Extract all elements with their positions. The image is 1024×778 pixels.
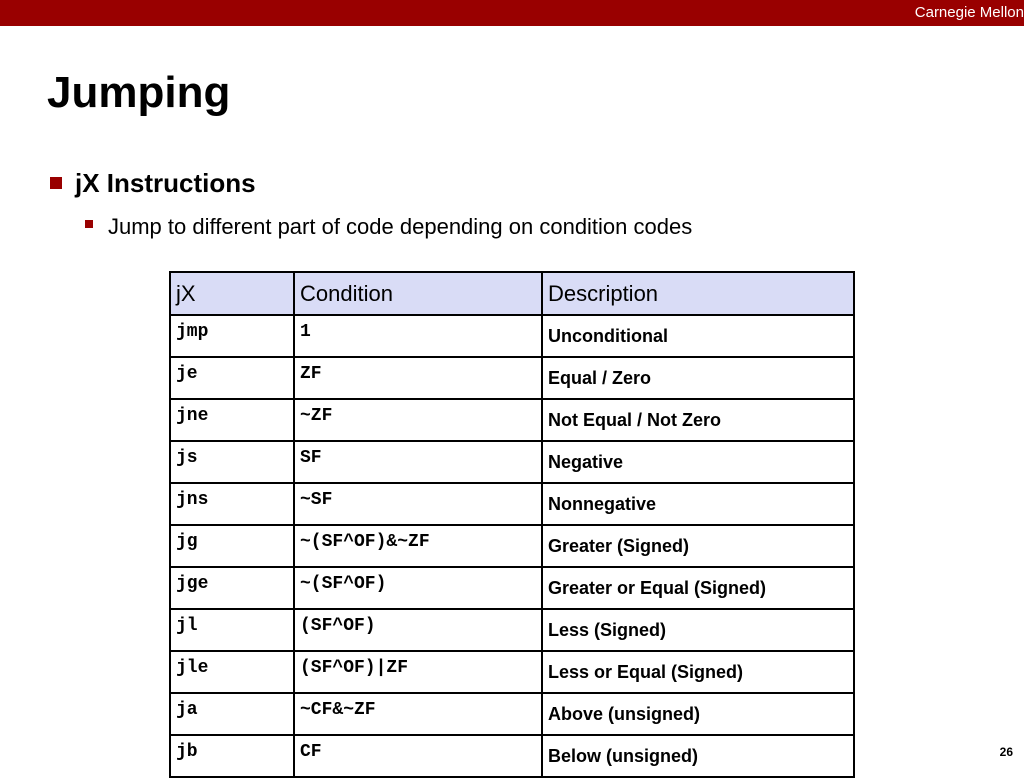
- description-cell: Greater or Equal (Signed): [542, 567, 854, 609]
- column-header-condition: Condition: [294, 272, 542, 315]
- table-row: [170, 399, 854, 441]
- description-cell: Equal / Zero: [542, 357, 854, 399]
- table-row: [170, 441, 854, 483]
- jx-cell: jne: [170, 399, 294, 441]
- table-row: [170, 483, 854, 525]
- jx-cell: jge: [170, 567, 294, 609]
- square-bullet-icon: [50, 177, 62, 189]
- bullet-level2-text: Jump to different part of code depending on condition codes: [108, 214, 693, 239]
- column-header-jx: jX: [170, 272, 294, 315]
- jump-instructions-table: [169, 271, 855, 778]
- page-number: 26: [999, 745, 1013, 759]
- column-header-description: Description: [542, 272, 854, 315]
- condition-cell: ~ZF: [294, 399, 542, 441]
- jx-cell: ja: [170, 693, 294, 735]
- description-cell: Negative: [542, 441, 854, 483]
- table-row: [170, 651, 854, 693]
- square-bullet-icon: [85, 220, 93, 228]
- description-cell: Above (unsigned): [542, 693, 854, 735]
- condition-cell: SF: [294, 441, 542, 483]
- jx-cell: jl: [170, 609, 294, 651]
- table-row: [170, 525, 854, 567]
- header-bar: [0, 0, 1024, 26]
- description-cell: Not Equal / Not Zero: [542, 399, 854, 441]
- org-name: Carnegie Mellon: [914, 4, 1024, 21]
- description-cell: Less or Equal (Signed): [542, 651, 854, 693]
- description-cell: Greater (Signed): [542, 525, 854, 567]
- condition-cell: ZF: [294, 357, 542, 399]
- condition-cell: 1: [294, 315, 542, 357]
- table-header-row: [170, 272, 854, 315]
- condition-cell: ~(SF^OF): [294, 567, 542, 609]
- condition-cell: CF: [294, 735, 542, 777]
- bullet-level1: [50, 166, 256, 200]
- table-row: [170, 315, 854, 357]
- description-cell: Nonnegative: [542, 483, 854, 525]
- bullet-level2: [85, 212, 692, 242]
- jx-cell: jg: [170, 525, 294, 567]
- table-row: [170, 609, 854, 651]
- description-cell: Below (unsigned): [542, 735, 854, 777]
- jx-cell: jle: [170, 651, 294, 693]
- condition-cell: ~CF&~ZF: [294, 693, 542, 735]
- jx-cell: je: [170, 357, 294, 399]
- table-row: [170, 693, 854, 735]
- description-cell: Less (Signed): [542, 609, 854, 651]
- condition-cell: ~SF: [294, 483, 542, 525]
- bullet-level1-text: jX Instructions: [75, 167, 256, 198]
- description-cell: Unconditional: [542, 315, 854, 357]
- jx-cell: jmp: [170, 315, 294, 357]
- table-row: [170, 735, 854, 777]
- slide-title: Jumping: [47, 68, 231, 117]
- table-row: [170, 567, 854, 609]
- condition-cell: (SF^OF)|ZF: [294, 651, 542, 693]
- jx-cell: js: [170, 441, 294, 483]
- jx-cell: jns: [170, 483, 294, 525]
- condition-cell: ~(SF^OF)&~ZF: [294, 525, 542, 567]
- jx-cell: jb: [170, 735, 294, 777]
- table-row: [170, 357, 854, 399]
- condition-cell: (SF^OF): [294, 609, 542, 651]
